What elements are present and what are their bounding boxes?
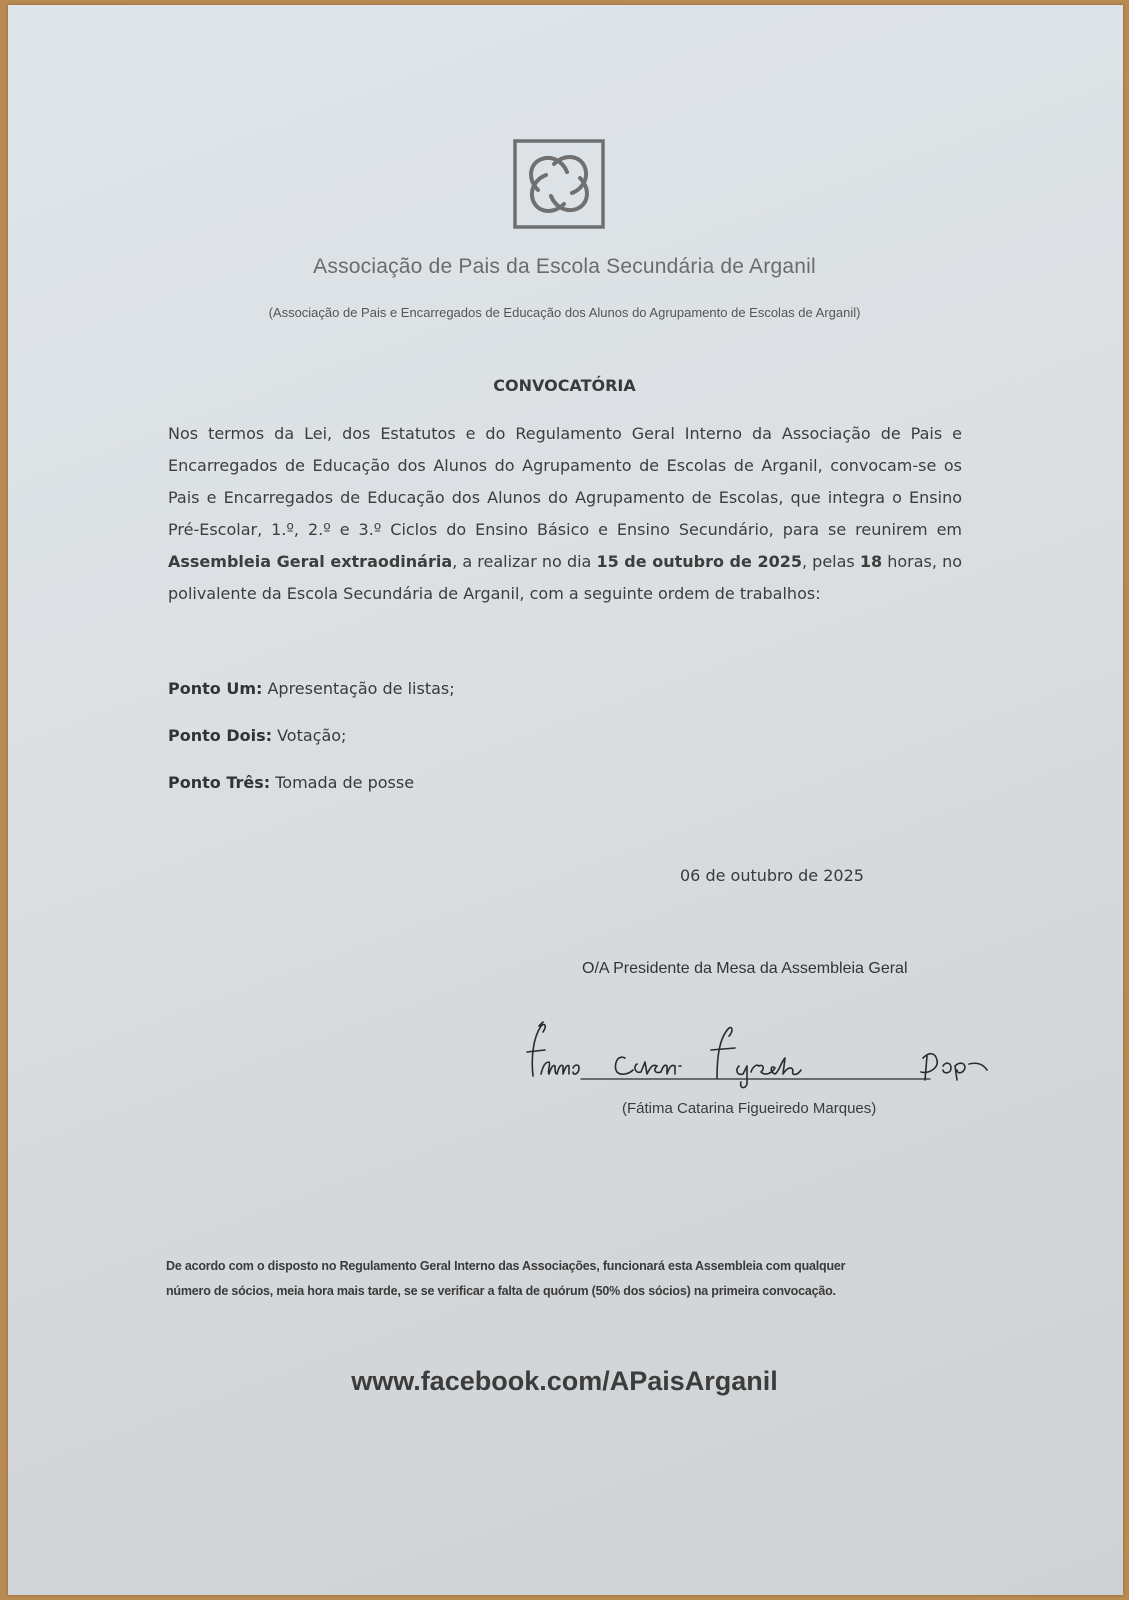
body-fragment: horas, no	[882, 552, 963, 571]
document-title: CONVOCATÓRIA	[493, 376, 636, 395]
body-line-meeting-details	[168, 546, 962, 578]
document-paper	[8, 5, 1123, 1595]
handwritten-signature	[525, 1018, 1025, 1098]
document-date: 06 de outubro de 2025	[680, 866, 864, 885]
agenda-text: Apresentação de listas;	[262, 679, 455, 698]
body-line: Pré-Escolar, 1.º, 2.º e 3.º Ciclos do Ensino Básico e Ensino Secundário, para se reunirem em	[168, 520, 962, 539]
agenda-item	[168, 726, 346, 745]
meeting-hour: 18	[859, 552, 883, 571]
agenda-label: Ponto Um:	[168, 679, 263, 698]
note-line: número de sócios, meia hora mais tarde, se se verificar a falta de quórum (50% dos sócios) na primeira convocação.	[166, 1284, 836, 1298]
signatory-role: O/A Presidente da Mesa da Assembleia Geral	[582, 960, 908, 977]
body-line: polivalente da Escola Secundária de Arganil, com a seguinte ordem de trabalhos:	[168, 584, 821, 603]
body-line: Encarregados de Educação dos Alunos do Agrupamento de Escolas de Arganil, convocam-se os	[168, 456, 962, 475]
signatory-name: (Fátima Catarina Figueiredo Marques)	[622, 1100, 877, 1117]
organization-title: Associação de Pais da Escola Secundária de Arganil	[313, 255, 816, 278]
note-line: De acordo com o disposto no Regulamento Geral Interno das Associações, funcionará esta Assembleia com qualquer	[166, 1259, 846, 1273]
body-fragment: , pelas	[801, 552, 860, 571]
agenda-item	[168, 679, 455, 698]
agenda-label: Ponto Dois:	[168, 726, 272, 745]
agenda-text: Tomada de posse	[270, 773, 415, 792]
organization-subtitle: (Associação de Pais e Encarregados de Educação dos Alunos do Agrupamento de Escolas de Arganil)	[268, 305, 861, 320]
meeting-date: 15 de outubro de 2025	[596, 552, 802, 571]
agenda-text: Votação;	[272, 726, 347, 745]
body-line: Pais e Encarregados de Educação dos Alunos do Agrupamento de Escolas, que integra o Ensino	[168, 488, 962, 507]
celtic-knot-logo-icon	[512, 138, 606, 230]
meeting-type: Assembleia Geral extraodinária	[168, 552, 453, 571]
body-fragment: , a realizar no dia	[452, 552, 597, 571]
convocation-body	[168, 418, 962, 610]
quorum-note	[166, 1254, 966, 1304]
agenda-label: Ponto Três:	[168, 773, 271, 792]
facebook-link: www.facebook.com/APaisArganil	[351, 1366, 778, 1396]
agenda-item	[168, 773, 414, 792]
body-line: Nos termos da Lei, dos Estatutos e do Regulamento Geral Interno da Associação de Pais e	[168, 424, 962, 443]
